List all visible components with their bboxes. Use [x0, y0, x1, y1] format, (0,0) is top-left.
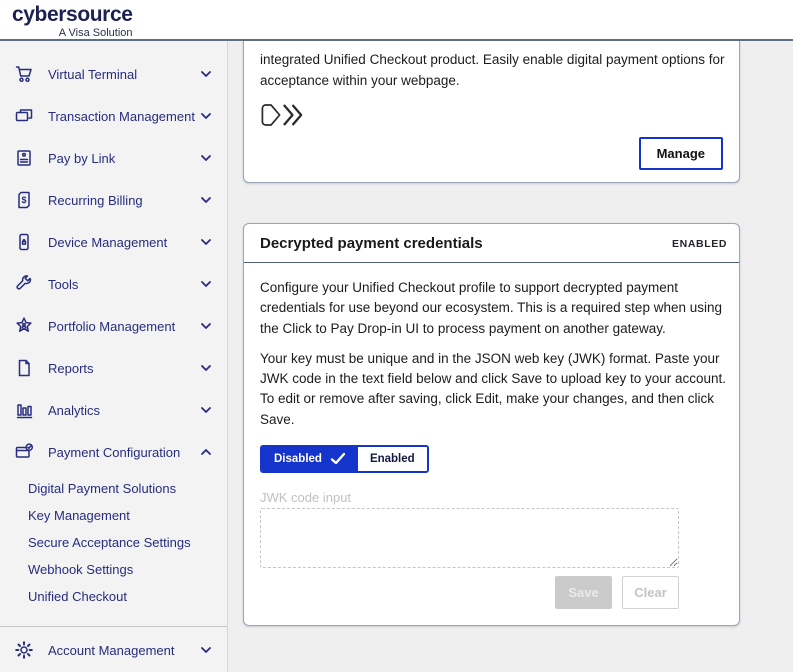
card-header: [244, 224, 739, 263]
star-person-icon: [14, 316, 34, 336]
sidebar-item-account-management[interactable]: [0, 627, 227, 672]
credentials-paragraph-1: Configure your Unified Checkout profile to support decrypted payment credentials for use beyond our ecosystem. This is a required step when using the Click to Pay Drop-in UI to process payment on another gateway.: [260, 280, 722, 336]
chevron-down-icon: [199, 193, 213, 207]
logo-tagline: A Visa Solution: [58, 27, 133, 39]
unified-checkout-card: [243, 41, 740, 183]
sidebar-item-tools[interactable]: [0, 263, 227, 305]
gear-icon: [14, 640, 34, 660]
click-to-pay-icon: [260, 102, 723, 133]
sidebar-subitem-webhook-settings[interactable]: Webhook Settings: [28, 562, 134, 577]
chevron-down-icon: [199, 67, 213, 81]
sidebar-item-pay-by-link[interactable]: [0, 137, 227, 179]
form-actions: [260, 576, 679, 609]
sidebar-item-label: Recurring Billing: [48, 192, 143, 208]
chevron-down-icon: [199, 109, 213, 123]
sidebar-item-label: Payment Configuration: [48, 444, 181, 460]
sidebar-item-label: Transaction Management: [48, 108, 195, 124]
chevron-down-icon: [199, 319, 213, 333]
sidebar-item-label: Tools: [48, 276, 79, 292]
toggle-enabled-option[interactable]: [358, 447, 427, 471]
credentials-paragraph-2: Your key must be unique and in the JSON web key (JWK) format. Paste your JWK code in the text field below and click Save to upload key to your account. To edit or remove after saving, click Edit, make your changes, and then click Save.: [260, 350, 727, 427]
sidebar-item-reports[interactable]: [0, 347, 227, 389]
main-content: [228, 41, 793, 672]
check-icon: [330, 452, 346, 465]
receipt-icon: [14, 148, 34, 168]
sidebar-item-label: Analytics: [48, 402, 101, 418]
sidebar-item-label: Reports: [48, 360, 94, 376]
sidebar-subitem-digital-payment-solutions[interactable]: Digital Payment Solutions: [28, 481, 177, 496]
sidebar-item-device-management[interactable]: [0, 221, 227, 263]
manage-button[interactable]: Manage: [639, 137, 723, 170]
sidebar-item-label: Virtual Terminal: [48, 66, 138, 82]
sidebar-nav: [0, 41, 228, 672]
cards-icon: [14, 106, 34, 126]
chevron-down-icon: [199, 235, 213, 249]
card-title: Decrypted payment credentials: [260, 235, 483, 252]
card-body: [244, 263, 739, 625]
chevron-down-icon: [199, 151, 213, 165]
bar-chart-icon: [14, 400, 34, 420]
sidebar-item-transaction-management[interactable]: [0, 95, 227, 137]
sidebar-item-analytics[interactable]: [0, 389, 227, 431]
sidebar-item-label: Account Management: [48, 642, 175, 658]
sidebar-subitem-secure-acceptance-settings[interactable]: Secure Acceptance Settings: [28, 535, 191, 550]
sidebar-item-virtual-terminal[interactable]: [0, 53, 227, 95]
decrypted-payment-credentials-card: [243, 223, 740, 626]
toggle-enabled-label: Enabled: [369, 452, 415, 465]
toggle-disabled-option[interactable]: [262, 447, 358, 471]
cart-icon: [14, 64, 34, 84]
card-check-icon: [14, 442, 34, 462]
sidebar-item-recurring-billing[interactable]: [0, 179, 227, 221]
save-button[interactable]: Save: [555, 576, 612, 609]
sidebar-item-label: Device Management: [48, 234, 168, 250]
chevron-down-icon: [199, 361, 213, 375]
sidebar-item-label: Pay by Link: [48, 150, 116, 166]
svg-text:$: $: [21, 195, 27, 205]
cybersource-logo: [12, 4, 133, 39]
device-lock-icon: [14, 232, 34, 252]
sidebar-item-payment-configuration[interactable]: [0, 431, 227, 473]
chevron-down-icon: [199, 277, 213, 291]
sidebar-item-label: Portfolio Management: [48, 318, 176, 334]
unified-checkout-description: integrated Unified Checkout product. Easily enable digital payment options for acceptance within your webpage.: [260, 52, 725, 88]
wrench-icon: [14, 274, 34, 294]
jwk-input-label: JWK code input: [260, 489, 352, 505]
clear-button[interactable]: Clear: [622, 576, 679, 609]
chevron-down-icon: [199, 403, 213, 417]
sidebar-subitem-key-management[interactable]: Key Management: [28, 508, 130, 523]
dollar-doc-icon: [14, 190, 34, 210]
enable-toggle: [260, 445, 429, 473]
chevron-down-icon: [199, 643, 213, 657]
top-header: [0, 0, 793, 41]
chevron-up-icon: [199, 445, 213, 459]
toggle-disabled-label: Disabled: [274, 452, 322, 465]
file-icon: [14, 358, 34, 378]
logo-wordmark: cybersource: [12, 3, 133, 26]
sidebar-subitem-unified-checkout[interactable]: Unified Checkout: [28, 589, 127, 604]
jwk-code-input[interactable]: [260, 508, 679, 568]
sidebar-item-portfolio-management[interactable]: [0, 305, 227, 347]
payment-configuration-submenu: [0, 473, 227, 616]
status-badge: ENABLED: [672, 237, 727, 250]
